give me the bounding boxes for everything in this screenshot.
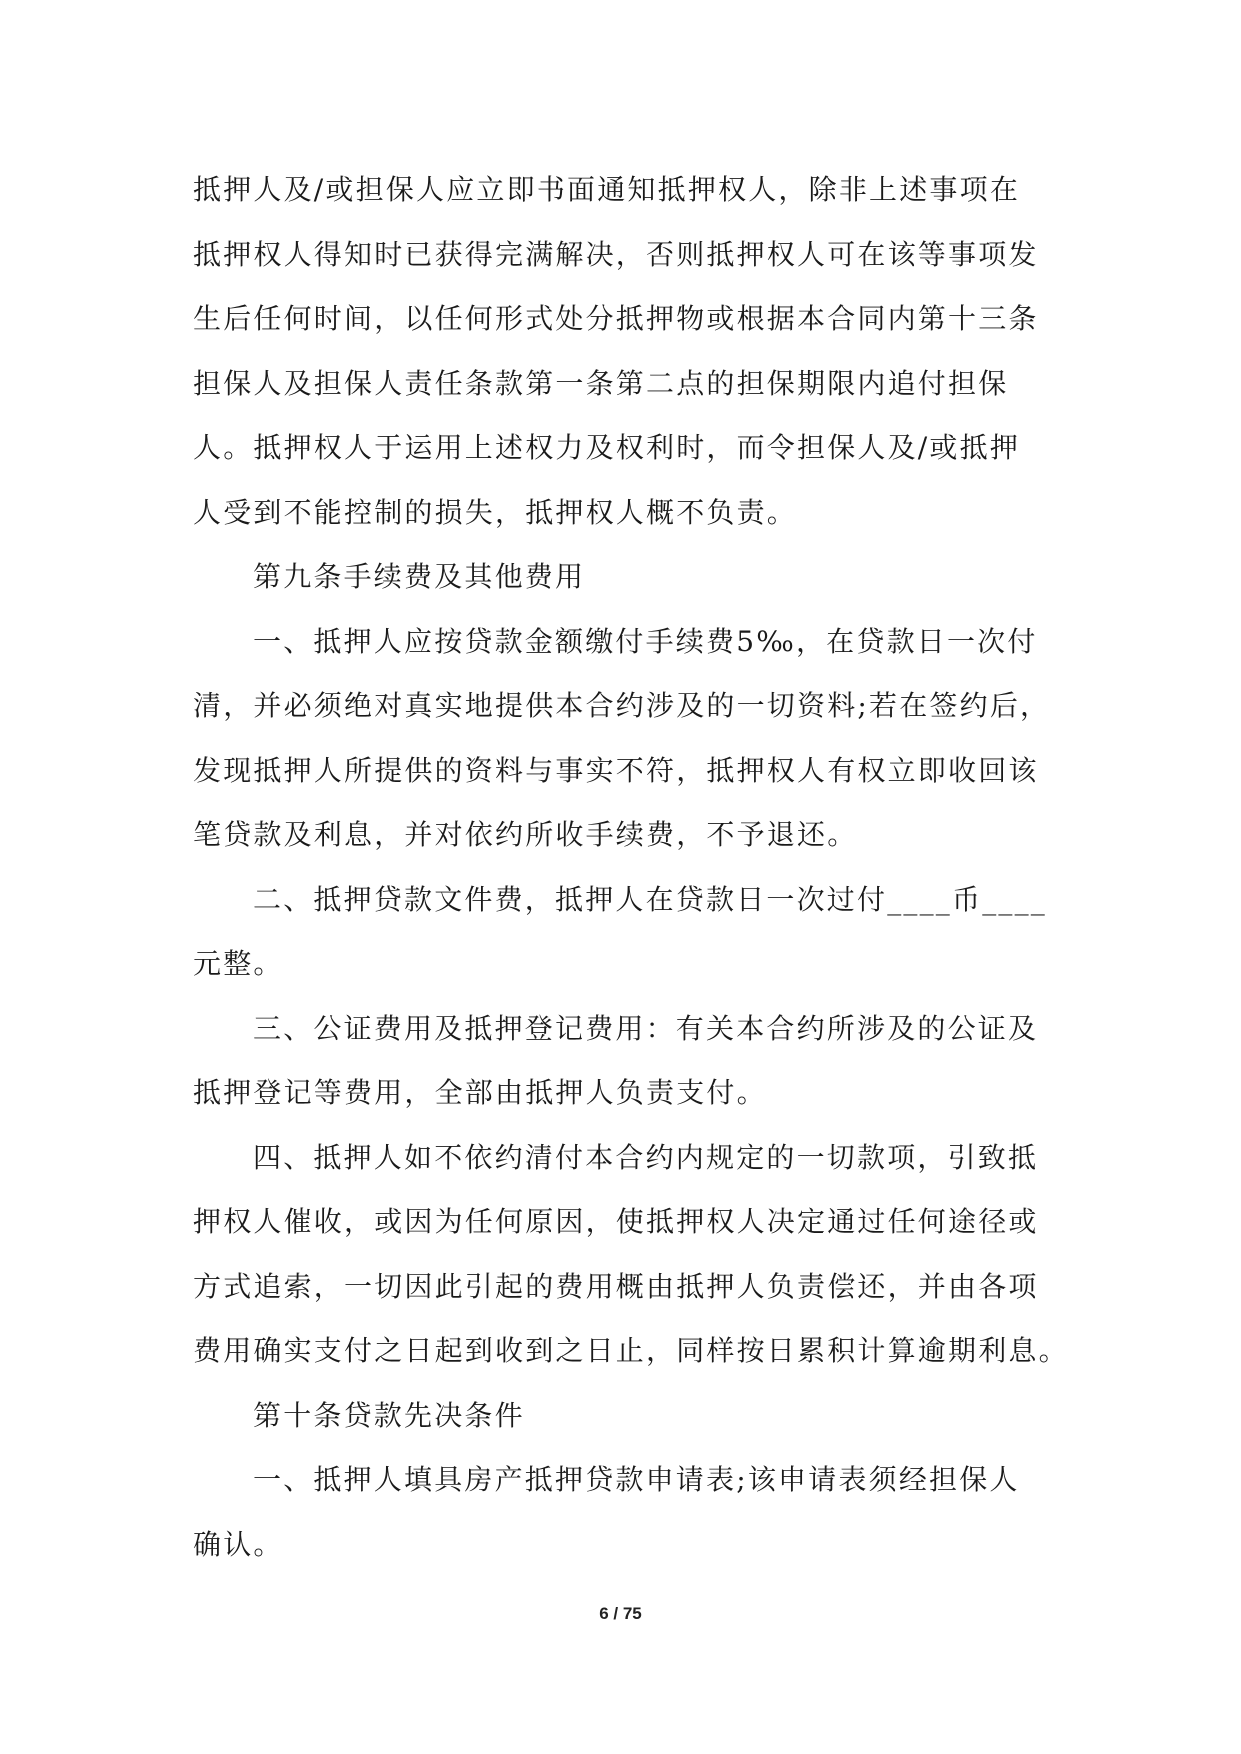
text-line: 二、抵押贷款文件费，抵押人在贷款日一次过付____币____ [253,882,1048,916]
text-line: 元整。 [193,947,284,980]
text-line: 清，并必须绝对真实地提供本合约涉及的一切资料;若在签约后， [193,689,1051,722]
section-heading-article-9: 第九条手续费及其他费用 [253,560,586,593]
body-text [193,158,1069,1577]
text-line: 生后任何时间，以任何形式处分抵押物或根据本合同内第十三条 [193,302,1039,335]
page-number: 6 / 75 [599,1604,642,1623]
text-line: 确认。 [193,1527,284,1561]
text-line: 抵押人及/或担保人应立即书面通知抵押权人，除非上述事项在 [193,173,1021,206]
text-line: 费用确实支付之日起到收到之日止，同样按日累积计算逾期利息。 [193,1334,1069,1367]
text-line: 方式追索，一切因此引起的费用概由抵押人负责偿还，并由各项 [193,1269,1039,1303]
text-line: 四、抵押人如不依约清付本合约内规定的一切款项，引致抵 [253,1140,1039,1174]
text-line: 一、抵押人应按贷款金额缴付手续费5‰，在贷款日一次付 [253,624,1038,658]
text-line: 押权人催收，或因为任何原因，使抵押权人决定通过任何途径或 [193,1205,1039,1238]
text-line: 人受到不能控制的损失，抵押权人概不负责。 [193,495,798,529]
text-line: 发现抵押人所提供的资料与事实不符，抵押权人有权立即收回该 [193,753,1039,787]
text-line: 担保人及担保人责任条款第一条第二点的担保期限内追付担保 [193,366,1009,400]
section-heading-article-10: 第十条贷款先决条件 [253,1398,525,1432]
text-line: 笔贷款及利息，并对依约所收手续费，不予退还。 [193,818,858,851]
text-line: 抵押权人得知时已获得完满解决，否则抵押权人可在该等事项发 [193,237,1039,271]
text-line: 抵押登记等费用，全部由抵押人负责支付。 [193,1076,767,1109]
text-line: 人。抵押权人于运用上述权力及权利时，而令担保人及/或抵押 [193,431,1021,464]
text-line: 一、抵押人填具房产抵押贷款申请表;该申请表须经担保人 [253,1463,1020,1496]
text-line: 三、公证费用及抵押登记费用：有关本合约所涉及的公证及 [253,1011,1039,1045]
